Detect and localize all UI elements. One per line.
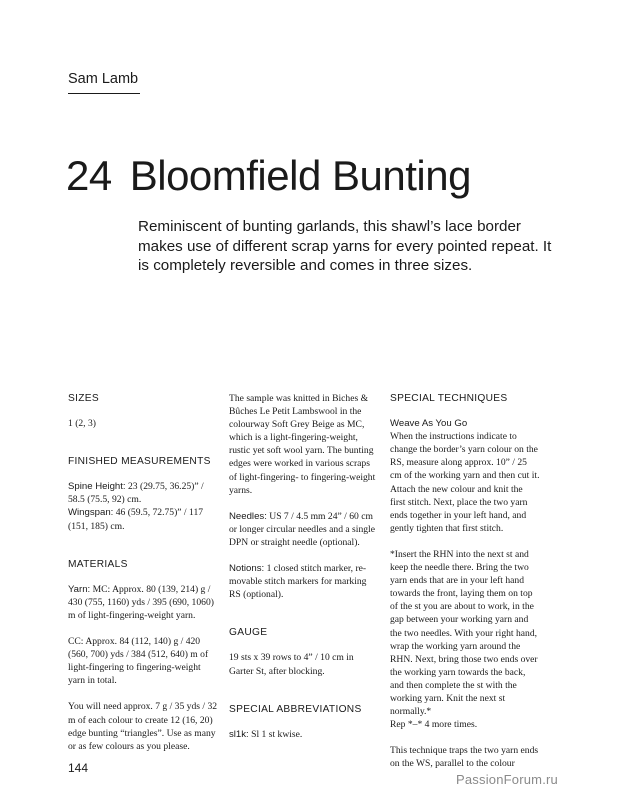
sl1k-value: Sl 1 st kwise. [248,728,303,740]
sizes-text: 1 (2, 3) [68,418,96,430]
yarn-paragraph [68,583,218,622]
pattern-number: 24 [66,152,112,199]
traps-paragraph: This technique traps the two yarn ends on the WS, parallel to the colour [390,745,539,770]
weave-paragraph: When the instructions indicate to change the border’s yarn colour on the RS, measure along approx. 10” / 25 cm of the working yarn and then cut it. Attach the new colour and knit the first stitch. Next, place the two yarn ends together in your left hand, and gently tighten that first stitch. [390,431,540,534]
gauge-heading: GAUGE [229,627,268,639]
weave-as-you-go-heading: Weave As You Go [390,418,468,430]
needles-paragraph [229,510,379,549]
spine-height-label: Spine Height: [68,481,126,493]
spine-height-value: 23 (29.75, 36.25)” / 58.5 (75.5, 92) cm. [68,481,204,506]
column-left [68,392,218,766]
special-abbreviations-heading: SPECIAL ABBREVIATIONS [229,703,362,715]
cc-paragraph: CC: Approx. 84 (112, 140) g / 420 (560, 700) yds / 384 (512, 640) m of light-fingering to fingering-weight yarn in total. [68,636,209,687]
sl1k-label: sl1k: [229,728,249,740]
spine-height [68,480,218,506]
needles-label: Needles: [229,510,267,522]
notions-label: Notions: [229,563,265,575]
quantity-paragraph: You will need approx. 7 g / 35 yds / 32 m of each colour to create 12 (16, 20) edge bunting “triangles”. Use as many or as few colours as you please. [68,701,218,752]
author-name: Sam Lamb [68,71,139,87]
finished-measurements-heading: FINISHED MEASUREMENTS [68,456,211,468]
author-underline [68,93,140,94]
column-middle [229,392,379,754]
notions-value: 1 closed stitch marker, re-movable stitch markers for marking RS (optional). [229,563,367,601]
yarn-value: MC: Approx. 80 (139, 214) g / 430 (755, 1160) yds / 395 (690, 1060) m of light-fingering-weight yarn. [68,583,214,621]
sample-paragraph: The sample was knitted in Biches & Bûches Le Petit Lambswool in the colourway Soft Grey Beige as MC, which is a light-fingering-weight, rustic yet soft wool yarn. The bunting edges were worked in various scraps of light-fingering- to fingering-weight yarns. [229,393,376,496]
gauge-text: 19 sts x 39 rows to 4” / 10 cm in Garter St, after blocking. [229,652,354,677]
watermark: PassionForum.ru [456,772,558,787]
wingspan [68,506,218,532]
sizes-heading: SIZES [68,393,99,404]
yarn-label: Yarn: [68,583,91,595]
column-right [390,392,540,783]
intro-paragraph: Reminiscent of bunting garlands, this shawl’s lace border makes use of different scrap yarns for every pointed repeat. It is completely reversible and comes in three sizes. [138,218,552,274]
page-number: 144 [68,761,89,775]
sl1k-paragraph [229,728,379,741]
needles-value: US 7 / 4.5 mm 24” / 60 cm or longer circular needles and a single DPN or straight needle (optional). [229,510,375,548]
wingspan-value: 46 (59.5, 72.75)” / 117 (151, 185) cm. [68,507,204,532]
notions-paragraph [229,562,379,601]
repeat-paragraph: Rep *–* 4 more times. [390,719,478,731]
pattern-title [66,152,471,200]
pattern-name: Bloomfield Bunting [129,152,471,199]
insert-paragraph: *Insert the RHN into the next st and keep the needle there. Bring the two yarn ends that are in your left hand towards the front, laying them on top of the st you are about to work, in the gap between your working yarn and the two needles. With your right hand, wrap the working yarn around the RHN. Next, bring those two ends over the working yarn towards the back, and then complete the st with the working yarn. Knit the next st normally.* [390,548,538,718]
materials-heading: MATERIALS [68,558,128,570]
special-techniques-heading: SPECIAL TECHNIQUES [390,393,508,404]
wingspan-label: Wingspan: [68,507,114,519]
